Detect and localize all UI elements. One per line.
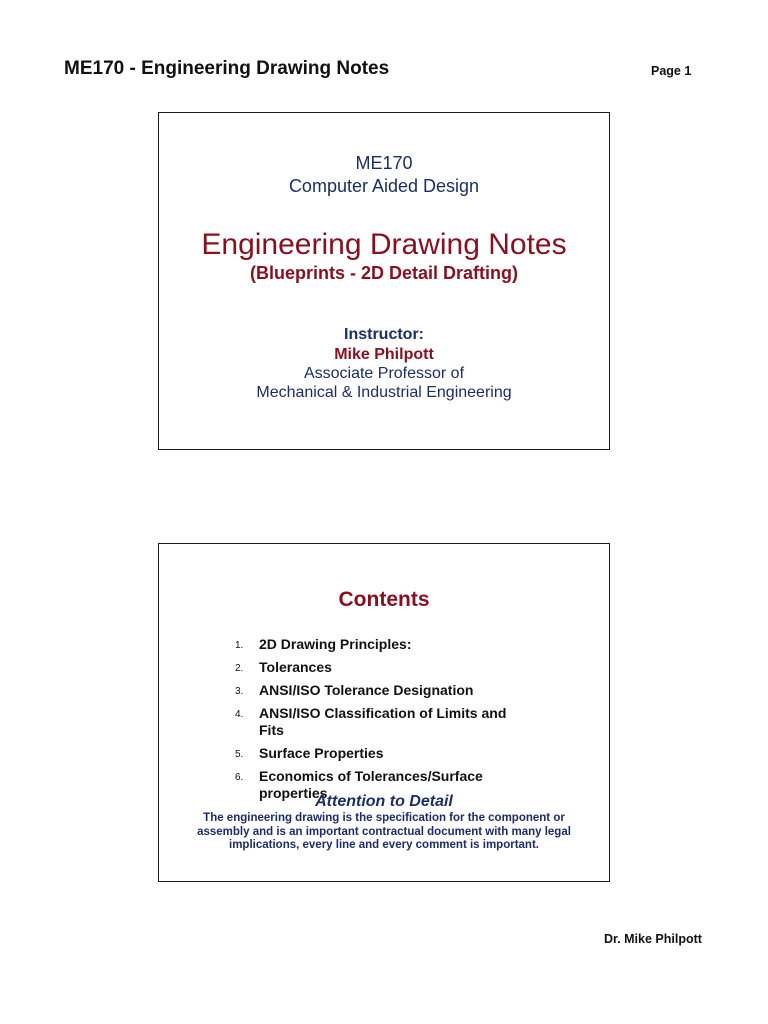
item-number: 3.	[235, 686, 244, 697]
contents-list	[235, 636, 535, 808]
page-number: Page 1	[651, 64, 692, 78]
item-number: 6.	[235, 772, 244, 783]
attention-title: Attention to Detail	[315, 793, 453, 810]
item-number: 2.	[235, 663, 244, 674]
course-code: ME170	[355, 153, 413, 173]
document-title: ME170 - Engineering Drawing Notes	[64, 58, 390, 79]
instructor-title-line1: Associate Professor of	[303, 365, 465, 382]
item-text: 2D Drawing Principles:	[259, 636, 412, 652]
item-number: 4.	[235, 709, 244, 720]
contents-slide	[158, 543, 610, 882]
item-number: 5.	[235, 749, 244, 760]
instructor-name: Mike Philpott	[334, 346, 434, 363]
course-name: Computer Aided Design	[288, 176, 480, 196]
footer-author: Dr. Mike Philpott	[604, 932, 702, 946]
attention-body: The engineering drawing is the specification for the component or assembly and is an important contractual document with many legal implications, every line and every comment is important.	[197, 812, 571, 851]
list-item	[235, 745, 535, 762]
item-text: ANSI/ISO Classification of Limits and Fits	[259, 705, 507, 738]
item-text: Economics of Tolerances/Surface properties	[259, 768, 483, 801]
title-slide	[158, 112, 610, 450]
item-number: 1.	[235, 640, 244, 651]
contents-heading: Contents	[338, 588, 430, 611]
slide-subtitle: (Blueprints - 2D Detail Drafting)	[249, 263, 518, 283]
item-text: Surface Properties	[259, 745, 384, 761]
item-text: ANSI/ISO Tolerance Designation	[259, 682, 474, 698]
list-item	[235, 636, 535, 653]
list-item	[235, 682, 535, 699]
item-text: Tolerances	[259, 659, 332, 675]
list-item	[235, 705, 535, 739]
instructor-label: Instructor:	[344, 326, 424, 343]
slide-title: Engineering Drawing Notes	[201, 228, 567, 261]
list-item	[235, 659, 535, 676]
instructor-title-line2: Mechanical & Industrial Engineering	[256, 384, 512, 401]
